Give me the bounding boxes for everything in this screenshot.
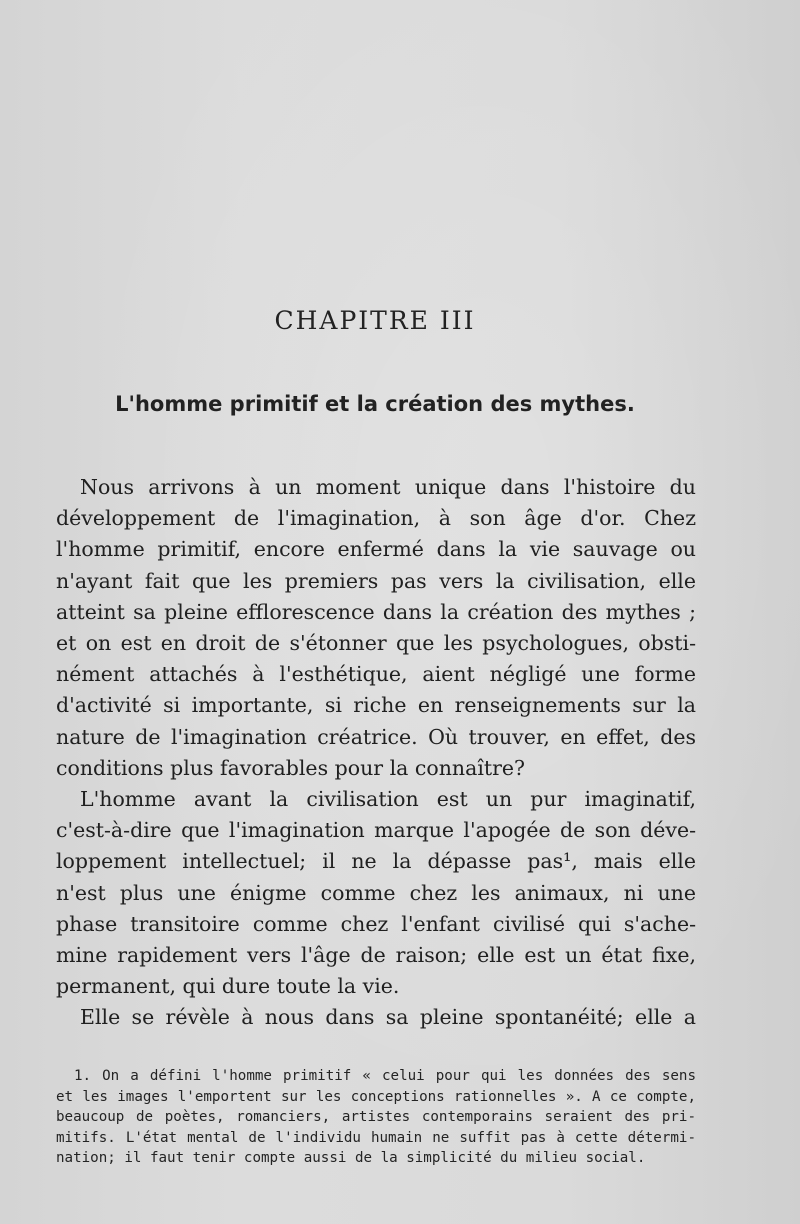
footnote-line: et les images l'emportent sur les conceptions rationnelles ». A ce compte, <box>56 1088 696 1105</box>
text-line: nément attachés à l'esthétique, aient négligé une forme <box>56 662 696 687</box>
text-line: c'est-à-dire que l'imagination marque l'apogée de son déve- <box>56 818 696 843</box>
text-line: d'activité si importante, si riche en renseignements sur la <box>56 693 696 718</box>
text-line: Nous arrivons à un moment unique dans l'histoire du <box>80 475 696 499</box>
text-line: n'est plus une énigme comme chez les animaux, ni une <box>56 880 696 905</box>
text-line: développement de l'imagination, à son âge d'or. Chez <box>56 506 696 531</box>
text-line: conditions plus favorables pour la connaître? <box>56 755 526 780</box>
footnote-line: nation; il faut tenir compte aussi de la simplicité du milieu social. <box>56 1150 646 1167</box>
footnote-line: 1. On a défini l'homme primitif « celui pour qui les données des sens <box>74 1068 696 1084</box>
text-line: mine rapidement vers l'âge de raison; elle est un état fixe, <box>56 943 696 968</box>
text-line: phase transitoire comme chez l'enfant civilisé qui s'ache- <box>56 911 696 936</box>
footnote-line: mitifs. L'état mental de l'individu humain ne suffit pas à cette détermi- <box>56 1129 696 1146</box>
body-text <box>56 472 696 1034</box>
text-line: et on est en droit de s'étonner que les psychologues, obsti- <box>56 631 696 656</box>
text-line: permanent, qui dure toute la vie. <box>56 974 400 999</box>
text-line: atteint sa pleine efflorescence dans la création des mythes ; <box>56 599 696 624</box>
chapter-title: CHAPITRE III <box>274 306 476 335</box>
text-line: n'ayant fait que les premiers pas vers la civilisation, elle <box>56 568 696 593</box>
footnote <box>56 1066 696 1169</box>
text-line: loppement intellectuel; il ne la dépasse pas¹, mais elle <box>56 849 696 874</box>
text-line: L'homme avant la civilisation est un pur imaginatif, <box>80 787 696 812</box>
text-line: l'homme primitif, encore enfermé dans la vie sauvage ou <box>56 537 696 562</box>
text-line: nature de l'imagination créatrice. Où trouver, en effet, des <box>56 724 696 749</box>
footnote-line: beaucoup de poètes, romanciers, artistes contemporains seraient des pri- <box>56 1109 696 1126</box>
chapter-subtitle: L'homme primitif et la création des mythes. <box>115 392 635 416</box>
text-line: Elle se révèle à nous dans sa pleine spontanéité; elle a <box>80 1005 696 1030</box>
